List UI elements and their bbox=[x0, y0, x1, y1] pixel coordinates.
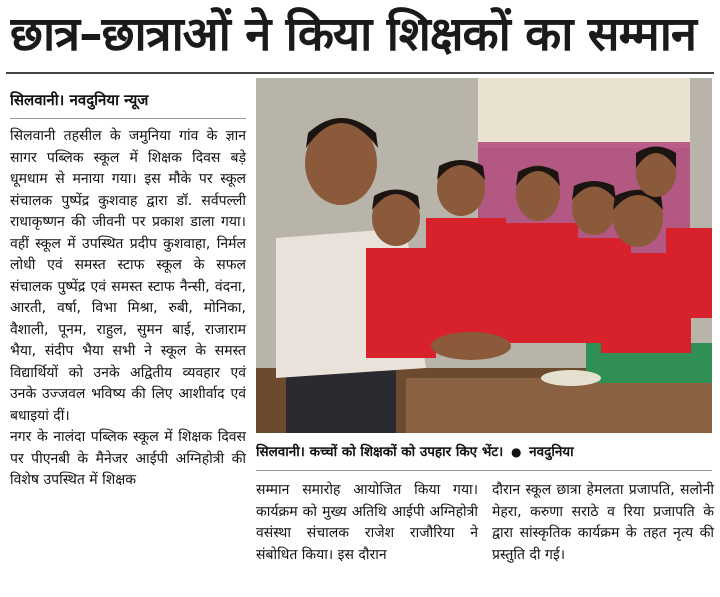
news-photo-illustration bbox=[256, 78, 712, 433]
caption-rule bbox=[256, 470, 712, 471]
paragraph-2: नगर के नालंदा पब्लिक स्कूल में शिक्षक दिवस पर पीएनबी के मैनेजर आईपी अग्निहोत्री की विशेष उपस्थित में शिक्षक bbox=[10, 429, 246, 488]
photo-table bbox=[406, 378, 712, 433]
headline-rule bbox=[6, 72, 714, 74]
student-6-shirt bbox=[666, 228, 712, 318]
paragraph-1: सिलवानी तहसील के जमुनिया गांव के ज्ञान सागर पब्लिक स्कूल में शिक्षक दिवस बड़े धूमधाम से मनाया गया। इस मौके पर स्कूल संचालक पुष्पेंद्र कुशवाह द्वारा डॉ. सर्वपल्ली राधाकृष्णन की जीवनी पर प्रकाश डाला गया। वहीं स्कूल में उपस्थित प्रदीप कुशवाहा, निर्मल लोधी एवं समस्त स्टाफ स्कूल के सफल संचालक पुष्पेंद्र एवं समस्त स्टाफ नैन्सी, वंदना, आरती, वर्षा, विभा मिश्रा, रुबी, मोनिका, वैशाली, पूनम, राहुल, सुमन बाई, राजाराम भैया, संदीप भैया सभी ने स्कूल के समस्त विद्यार्थियों को उनके अद्वितीय व्यवहार एवं उनके उज्जवल भविष्य की लिए आशीर्वाद एवं बधाइयां दीं। bbox=[10, 128, 246, 424]
dateline-rule bbox=[10, 118, 246, 119]
column-2-text: सम्मान समारोह आयोजित किया गया। कार्यक्रम को मुख्य अतिथि आईपी अग्निहोत्री वसंस्था संचालक राजेश राजौरिया ने संबोधित किया। इस दौरान bbox=[256, 482, 478, 563]
news-photo bbox=[256, 78, 712, 433]
headline: छात्र–छात्राओं ने किया शिक्षकों का सम्मान bbox=[10, 7, 696, 62]
student-1-shirt bbox=[366, 248, 436, 358]
caption-place: सिलवानी। bbox=[256, 444, 305, 460]
photo-plate bbox=[541, 370, 601, 386]
caption-text: कच्चों को शिक्षकों को उपहार किए भेंट। bbox=[309, 444, 504, 460]
student-2-shirt bbox=[426, 218, 506, 348]
photo-caption bbox=[256, 442, 712, 464]
photo-curtain bbox=[478, 78, 690, 148]
article-column-2 bbox=[256, 480, 478, 566]
dateline: सिलवानी। नवदुनिया न्यूज bbox=[10, 91, 149, 109]
caption-dot-icon: ● bbox=[510, 445, 522, 459]
teacher-trousers bbox=[286, 368, 396, 433]
caption-source: नवदुनिया bbox=[529, 444, 574, 460]
column-3-text: दौरान स्कूल छात्रा हेमलता प्रजापति, सलोनी मेहरा, करुणा सराठे व रिया प्रजापति के द्वारा सांस्कृतिक कार्यक्रम के तहत नृत्य की प्रस्तुति दी गई। bbox=[492, 482, 714, 563]
article-column-1 bbox=[10, 126, 246, 492]
article-column-3 bbox=[492, 480, 714, 566]
hands-gift bbox=[431, 332, 511, 360]
